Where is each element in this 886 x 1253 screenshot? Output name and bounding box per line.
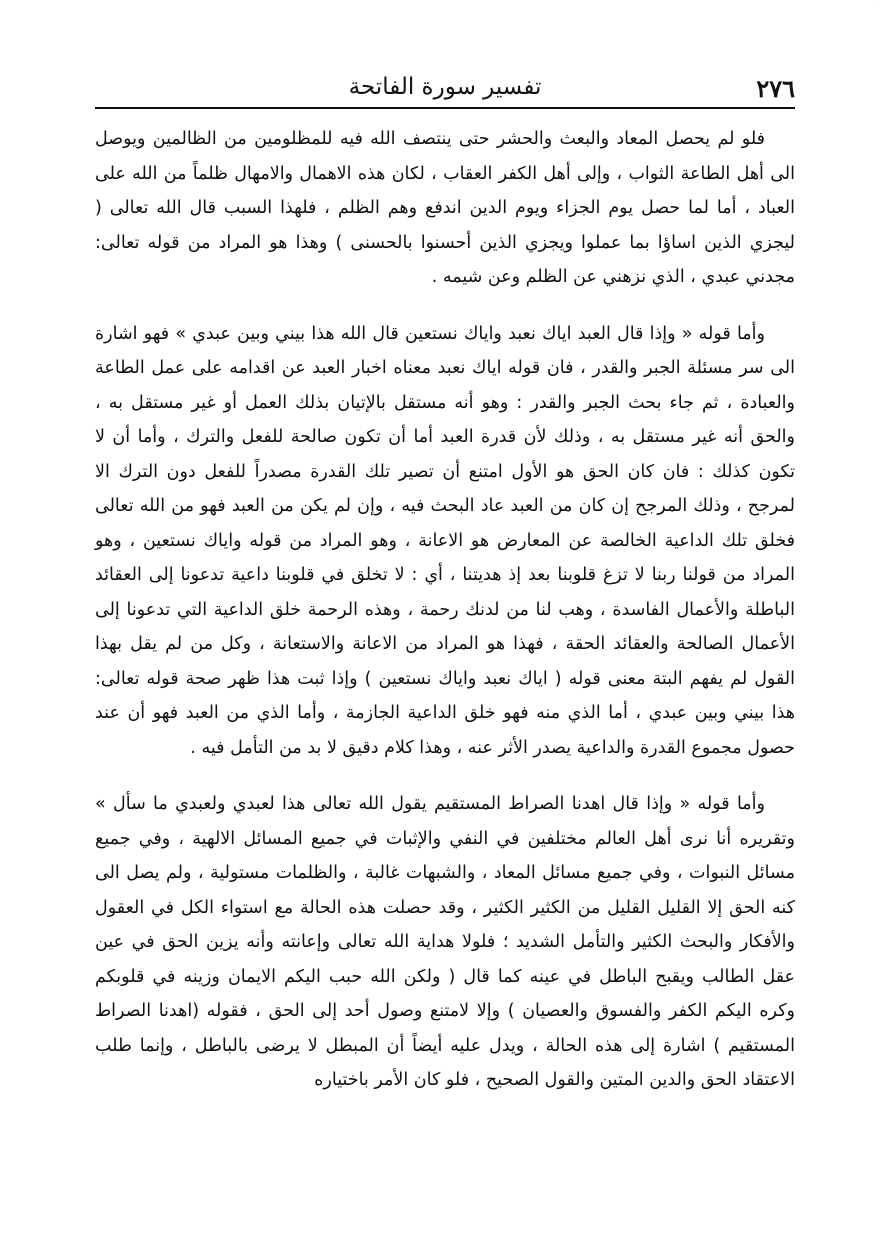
scan-corner-mark (809, 0, 878, 34)
running-title: تفسير سورة الفاتحة (348, 74, 542, 100)
page-number: ٢٧٦ (756, 74, 795, 103)
paragraph-3: وأما قوله « وإذا قال اهدنا الصراط المستقيم يقول الله تعالى هذا لعبدي ولعبدي ما سأل » وتقريره أنا نرى أهل العالم مختلفين في النفي والإثبات في جميع المسائل الالهية ، وفي جميع مسائل النبوات ، وفي جميع مسائل المعاد ، والشبهات غالبة ، والظلمات مستولية ، ولم يصل الى كنه الحق إلا القليل القليل من الكثير الكثير ، وقد حصلت هذه الحالة مع استواء الكل في العقول والأفكار والبحث الكثير والتأمل الشديد ؛ فلولا هداية الله تعالى وإعانته وأنه يزين الحق في عين عقل الطالب ويقبح الباطل في عينه كما قال ( ولكن الله حبب اليكم الايمان وزينه في قلوبكم وكره اليكم الكفر والفسوق والعصيان ) وإلا لامتنع وصول أحد إلى الحق ، فقوله (اهدنا الصراط المستقيم ) اشارة إلى هذه الحالة ، ويدل عليه أيضاً أن المبطل لا يرضى بالباطل ، وإنما طلب الاعتقاد الحق والدين المتين والقول الصحيح ، فلو كان الأمر باختياره (95, 794, 795, 1090)
paragraph-2: وأما قوله « وإذا قال العبد اياك نعبد واياك نستعين قال الله هذا بيني وبين عبدي » فهو اشارة الى سر مسئلة الجبر والقدر ، فان قوله اياك نعبد معناه اخبار العبد عن اقدامه على عمل الطاعة والعبادة ، ثم جاء بحث الجبر والقدر : وهو أنه مستقل بالإتيان بذلك العمل أو غير مستقل به ، والحق أنه غير مستقل به ، وذلك لأن قدرة العبد أما أن تكون صالحة للفعل والترك ، وأما أن لا تكون كذلك : فان كان الحق هو الأول امتنع أن تصير تلك القدرة مصدراً للفعل دون الترك الا لمرجح ، وذلك المرجح إن كان من العبد عاد البحث فيه ، وإن لم يكن من العبد فهو من الله تعالى فخلق تلك الداعية الخالصة عن المعارض هو الاعانة ، وهو المراد من قوله واياك نستعين ، وهو المراد من قولنا ربنا لا تزغ قلوبنا بعد إذ هديتنا ، أي : لا تخلق في قلوبنا داعية تدعونا إلى العقائد الباطلة والأعمال الفاسدة ، وهب لنا من لدنك رحمة ، وهذه الرحمة خلق الداعية التي تدعونا إلى الأعمال الصالحة والعقائد الحقة ، فهذا هو المراد من الاعانة والاستعانة ، وكل من لم يقل بهذا القول لم يفهم البتة معنى قوله ( اياك نعبد واياك نستعين ) وإذا ثبت هذا ظهر صحة قوله تعالى: هذا بيني وبين عبدي ، أما الذي منه فهو خلق الداعية الجازمة ، وأما الذي من العبد فهو أن عند حصول مجموع القدرة والداعية يصدر الأثر عنه ، وهذا كلام دقيق لا بد من التأمل فيه . (95, 323, 795, 758)
header-rule (95, 107, 795, 109)
body-text (95, 122, 795, 1120)
page-header (95, 72, 795, 106)
paragraph-1: فلو لم يحصل المعاد والبعث والحشر حتى ينتصف الله فيه للمظلومين من الظالمين ويوصل الى أهل الطاعة الثواب ، وإلى أهل الكفر العقاب ، لكان هذه الاهمال والامهال ظلماً من الله على العباد ، أما لما حصل يوم الجزاء ويوم الدين اندفع وهم الظلم ، فلهذا السبب قال الله تعالى ( ليجزي الذين اساؤا بما عملوا ويجزي الذين أحسنوا بالحسنى ) وهذا هو المراد من قوله تعالى: مجدني عبدي ، الذي نزهني عن الظلم وعن شيمه . (95, 129, 795, 287)
